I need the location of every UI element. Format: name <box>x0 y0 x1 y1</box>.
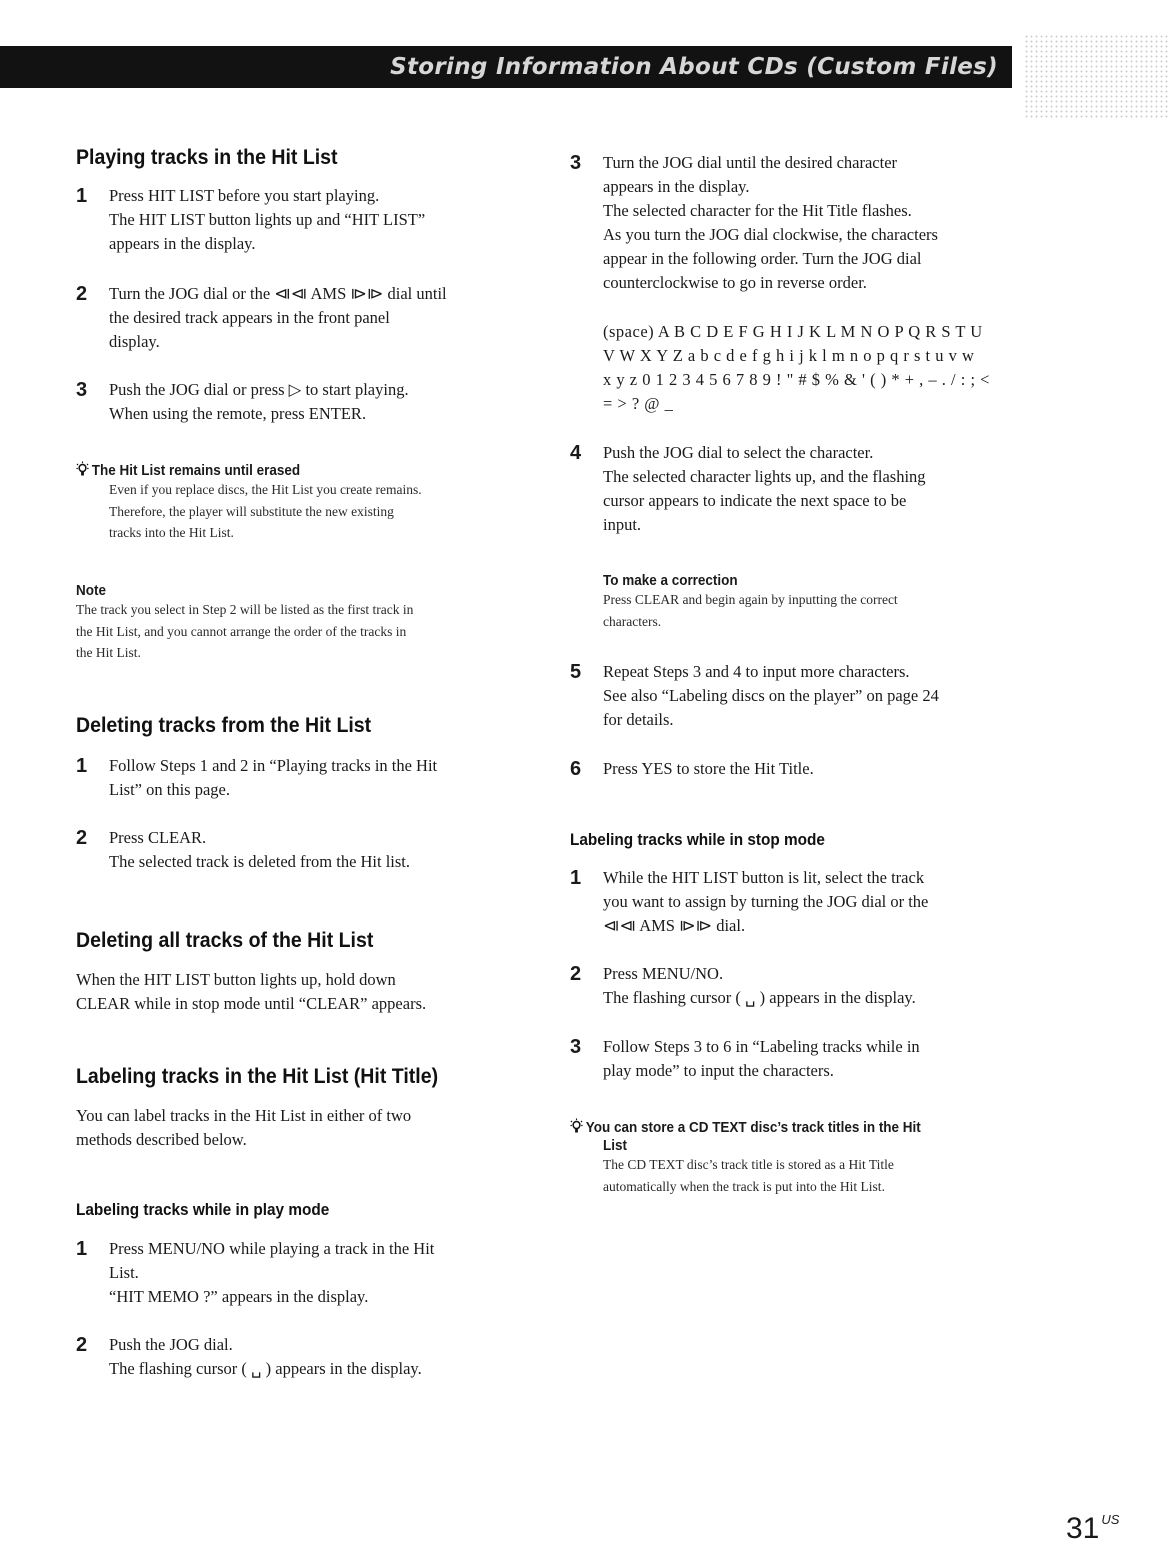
tip-heading: You can store a CD TEXT disc’s track titles in the Hit <box>585 1120 921 1136</box>
step-text: Repeat Steps 3 and 4 to input more characters. <box>603 662 910 681</box>
step-body <box>603 441 1010 537</box>
step <box>570 1035 1010 1083</box>
subsection-title: Labeling tracks while in play mode <box>76 1201 330 1219</box>
tip-hit-list <box>76 461 422 544</box>
step-number: 2 <box>570 963 582 985</box>
step-body <box>109 378 516 426</box>
paragraph-line: methods described below. <box>76 1130 247 1149</box>
step-text: Press MENU/NO while playing a track in the Hit <box>109 1239 435 1258</box>
step-text: Push the JOG dial. <box>109 1335 233 1354</box>
correction-heading: To make a correction <box>603 573 738 589</box>
step-text: appears in the display. <box>109 234 256 253</box>
character-line: = > ? @ _ <box>603 394 674 413</box>
step-body <box>603 660 1010 732</box>
step-body <box>109 282 516 354</box>
note-line: the Hit List. <box>76 645 141 660</box>
paragraph-line: CLEAR while in stop mode until “CLEAR” appears. <box>76 994 427 1013</box>
step-text: ⧏⧏ AMS ⧐⧐ dial. <box>603 916 746 935</box>
step-text: The flashing cursor ( ␣ ) appears in the display. <box>109 1359 422 1378</box>
step <box>76 826 516 874</box>
tip-line: tracks into the Hit List. <box>109 525 234 540</box>
note-heading: Note <box>76 583 106 599</box>
step <box>570 441 1010 537</box>
step-body <box>109 184 516 256</box>
tip-line: Therefore, the player will substitute the new existing <box>109 503 394 519</box>
correction-line: Press CLEAR and begin again by inputting the correct <box>603 592 898 607</box>
step-text: List. <box>109 1263 139 1282</box>
character-set <box>603 320 990 416</box>
step-number: 4 <box>570 442 582 464</box>
step <box>76 184 516 256</box>
step-text: Press YES to store the Hit Title. <box>603 759 814 778</box>
step-text: The HIT LIST button lights up and “HIT LIST” <box>109 210 426 229</box>
step-text: When using the remote, press ENTER. <box>109 404 367 423</box>
step-number: 2 <box>76 827 88 849</box>
character-line: x y z 0 1 2 3 4 5 6 7 8 9 ! " # $ % & ' ( ) * + , – . / : ; < <box>603 370 990 389</box>
step-text: display. <box>109 332 160 351</box>
lightbulb-icon <box>76 461 89 477</box>
character-line: (space) A B C D E F G H I J K L M N O P Q R S T U <box>603 322 983 341</box>
section-labeling <box>76 1065 465 1089</box>
subsection-stop-mode <box>570 831 844 850</box>
step <box>76 378 516 426</box>
step-text: Follow Steps 1 and 2 in “Playing tracks in the Hit <box>109 756 438 775</box>
page-number <box>1066 1512 1119 1546</box>
step-number: 2 <box>76 1334 88 1356</box>
section-title: Playing tracks in the Hit List <box>76 146 338 169</box>
section-deleting-all <box>76 929 396 953</box>
step-text: Press CLEAR. <box>109 828 207 847</box>
step-body <box>603 757 1010 781</box>
step-text: Turn the JOG dial until the desired character <box>603 153 898 172</box>
step-number: 3 <box>570 1036 582 1058</box>
tip-heading: The Hit List remains until erased <box>91 463 301 479</box>
header-dot-pattern <box>1024 34 1170 120</box>
section-playing <box>76 146 357 170</box>
step-body <box>603 866 1010 938</box>
note <box>76 583 413 664</box>
step-number: 2 <box>76 283 88 305</box>
correction-note <box>603 573 898 632</box>
correction-line: characters. <box>603 613 662 629</box>
step <box>76 1237 516 1309</box>
tip-line: automatically when the track is put into the Hit List. <box>603 1178 885 1194</box>
step-text: Push the JOG dial to select the character. <box>603 443 874 462</box>
section-title: Labeling tracks in the Hit List (Hit Title) <box>76 1065 439 1088</box>
step <box>76 1333 516 1381</box>
section-title: Deleting all tracks of the Hit List <box>76 929 374 952</box>
step-text: The selected character for the Hit Title flashes. <box>603 201 912 220</box>
step-text: for details. <box>603 710 674 729</box>
step-number: 1 <box>76 1238 88 1260</box>
step <box>76 754 516 802</box>
step-text: play mode” to input the characters. <box>603 1061 834 1080</box>
step <box>570 151 1010 295</box>
tip-line: The CD TEXT disc’s track title is stored as a Hit Title <box>603 1157 894 1172</box>
step <box>570 660 1010 732</box>
tip-line: Even if you replace discs, the Hit List you create remains. <box>109 482 422 497</box>
step-text: cursor appears to indicate the next space to be <box>603 491 907 510</box>
tip-heading-cont: List <box>603 1138 627 1154</box>
step-text: As you turn the JOG dial clockwise, the characters <box>603 225 938 244</box>
step-body <box>603 151 1010 295</box>
paragraph <box>76 1104 411 1152</box>
step-body <box>109 754 516 802</box>
tip-text <box>109 479 422 544</box>
step-body <box>109 1333 516 1381</box>
tip-text <box>603 1154 947 1197</box>
step-text: See also “Labeling discs on the player” on page 24 <box>603 686 939 705</box>
section-deleting <box>76 714 393 738</box>
paragraph-line: When the HIT LIST button lights up, hold down <box>76 970 396 989</box>
step-text: appear in the following order. Turn the JOG dial <box>603 249 922 268</box>
paragraph <box>76 968 426 1016</box>
note-text <box>76 599 413 664</box>
step-text: input. <box>603 515 642 534</box>
step-text: The flashing cursor ( ␣ ) appears in the display. <box>603 988 916 1007</box>
step-text: counterclockwise to go in reverse order. <box>603 273 867 292</box>
step-body <box>603 1035 1010 1083</box>
step-number: 1 <box>570 867 582 889</box>
step-text: Press HIT LIST before you start playing. <box>109 186 380 205</box>
step-text: The selected character lights up, and the flashing <box>603 467 926 486</box>
step-number: 6 <box>570 758 582 780</box>
step-text: Press MENU/NO. <box>603 964 724 983</box>
step-body <box>603 962 1010 1010</box>
subsection-play-mode <box>76 1201 348 1220</box>
step-number: 1 <box>76 185 88 207</box>
step-body <box>109 826 516 874</box>
page-suffix: US <box>1101 1512 1120 1527</box>
step-text: While the HIT LIST button is lit, select the track <box>603 868 925 887</box>
step-text: Follow Steps 3 to 6 in “Labeling tracks while in <box>603 1037 920 1056</box>
note-line: The track you select in Step 2 will be listed as the first track in <box>76 602 414 617</box>
tip-cd-text <box>570 1118 947 1197</box>
step-text: “HIT MEMO ?” appears in the display. <box>109 1287 369 1306</box>
step-text: The selected track is deleted from the Hit list. <box>109 852 411 871</box>
step <box>570 962 1010 1010</box>
step <box>570 866 1010 938</box>
step-text: appears in the display. <box>603 177 750 196</box>
step-text: Turn the JOG dial or the ⧏⧏ AMS ⧐⧐ dial until <box>109 284 447 303</box>
step <box>570 757 1010 781</box>
step <box>76 282 516 354</box>
step-body <box>109 1237 516 1309</box>
step-number: 3 <box>570 152 582 174</box>
step-text: Push the JOG dial or press ▷ to start playing. <box>109 380 409 399</box>
section-title: Deleting tracks from the Hit List <box>76 714 372 737</box>
step-text: you want to assign by turning the JOG dial or the <box>603 892 929 911</box>
paragraph-line: You can label tracks in the Hit List in either of two <box>76 1106 412 1125</box>
character-line: V W X Y Z a b c d e f g h i j k l m n o p q r s t u v w <box>603 346 975 365</box>
page-number-value: 31 <box>1066 1512 1100 1545</box>
subsection-title: Labeling tracks while in stop mode <box>570 831 825 849</box>
header-bar <box>0 46 1012 88</box>
step-number: 5 <box>570 661 582 683</box>
step-text: List” on this page. <box>109 780 230 799</box>
step-number: 1 <box>76 755 88 777</box>
note-line: the Hit List, and you cannot arrange the order of the tracks in <box>76 623 407 639</box>
step-text: the desired track appears in the front panel <box>109 308 390 327</box>
correction-text <box>603 589 898 632</box>
lightbulb-icon <box>570 1118 583 1134</box>
step-number: 3 <box>76 379 88 401</box>
page-title: Storing Information About CDs (Custom Files) <box>390 54 998 80</box>
